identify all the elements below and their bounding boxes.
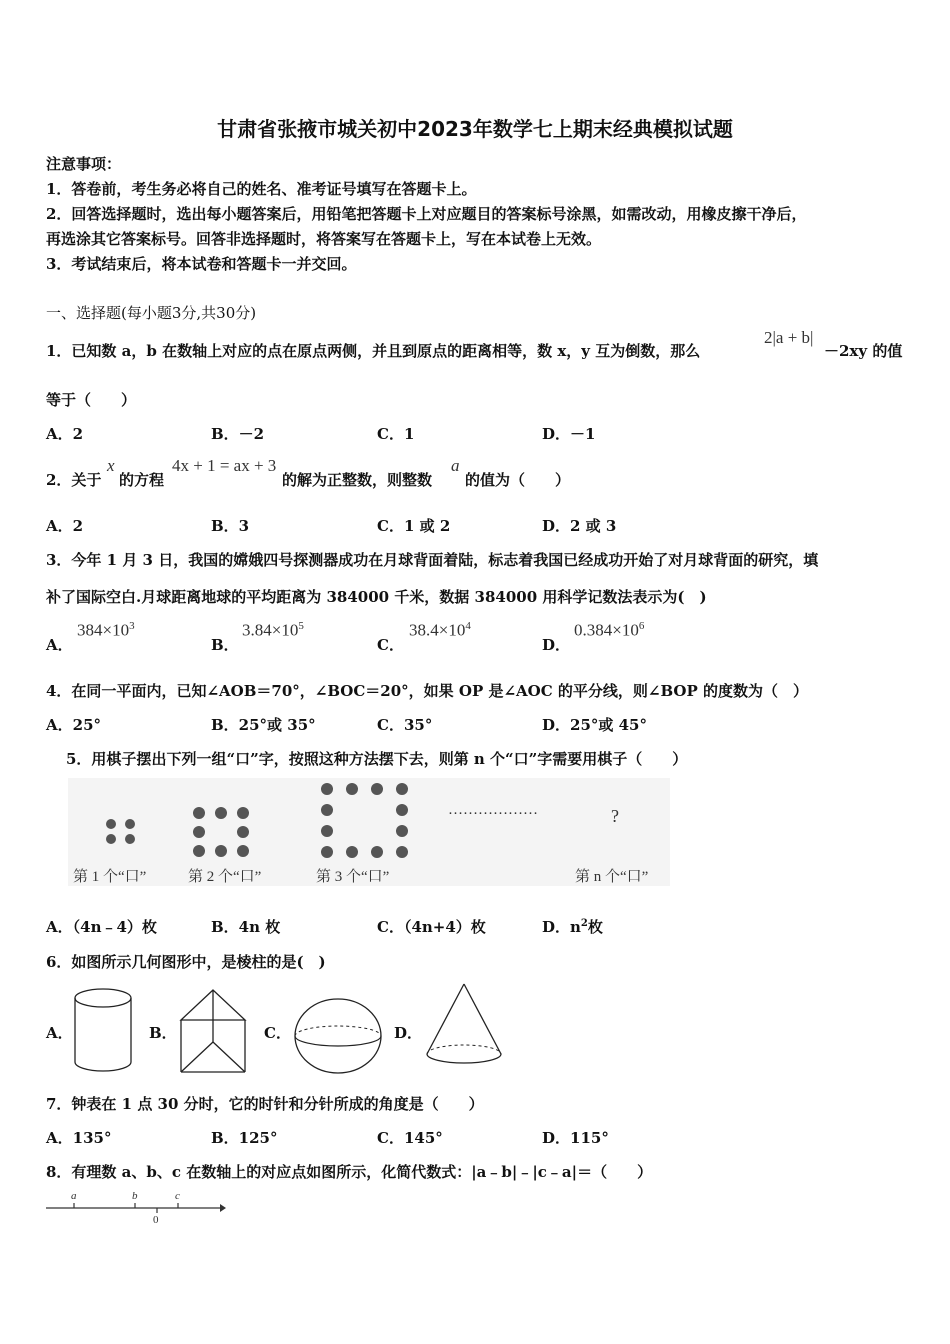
q5-label-1: 第 1 个“口”	[73, 869, 147, 885]
q3-text: 3．今年 1 月 3 日，我国的嫦娥四号探测器成功在月球背面着陆，标志着我国已经成功开始了对月球背面的研究，填	[46, 551, 819, 569]
q2-option-d[interactable]: D．2 或 3	[542, 517, 617, 535]
q5-option-c[interactable]: C．（4n+4）枚	[377, 918, 486, 936]
q7-option-c[interactable]: C．145°	[377, 1129, 443, 1147]
q1-option-d[interactable]: D．－1	[542, 425, 596, 443]
q5-question-mark: ?	[611, 806, 619, 826]
q1-text-cont: 等于（ ）	[46, 391, 137, 409]
axis-label-b: b	[132, 1190, 138, 1202]
q6-option-b-label[interactable]: B．	[149, 1024, 177, 1042]
q1-text: 1．已知数 a，b 在数轴上对应的点在原点两侧，并且到原点的距离相等，数 x，y 互为倒数，那么	[46, 342, 701, 360]
q2-option-c[interactable]: C．1 或 2	[377, 517, 451, 535]
q2-option-b[interactable]: B．3	[211, 517, 250, 535]
q5-label-3: 第 3 个“口”	[316, 869, 390, 885]
q5-figure-svg	[68, 778, 670, 886]
q3-option-c-label[interactable]: C．	[377, 636, 404, 654]
q5-pattern-2	[193, 807, 249, 857]
q7-text: 7．钟表在 1 点 30 分时，它的时针和分针所成的角度是（ ）	[46, 1095, 484, 1113]
notice-item: 1．答卷前，考生务必将自己的姓名、准考证号填写在答题卡上。	[46, 180, 477, 198]
axis-label-c: c	[175, 1190, 180, 1202]
q3-option-d-value[interactable]: $0.384\times 10^6$	[574, 620, 645, 640]
q5-pattern-1	[106, 819, 135, 844]
q2-text-2: 的方程	[119, 471, 165, 489]
q3-option-a-label[interactable]: A．	[46, 636, 73, 654]
axis-label-zero: 0	[153, 1214, 159, 1226]
q6-option-d-label[interactable]: D．	[394, 1024, 423, 1042]
q5-label-2: 第 2 个“口”	[188, 869, 262, 885]
arrow-right-icon	[220, 1204, 226, 1212]
q5-figure	[68, 778, 670, 886]
q7-option-a[interactable]: A．135°	[46, 1129, 112, 1147]
q6-option-c-sphere[interactable]	[290, 996, 386, 1076]
q6-option-a-label[interactable]: A．	[46, 1024, 73, 1042]
notice-item: 再选涂其它答案标号。回答非选择题时，将答案写在答题卡上，写在本试卷上无效。	[46, 230, 602, 248]
q3-option-c-value[interactable]: $38.4\times 10^4$	[409, 620, 471, 640]
q2-option-a[interactable]: A．2	[46, 517, 84, 535]
q4-option-b[interactable]: B．25°或 35°	[211, 716, 316, 734]
q1-text-end: －2xy 的值	[824, 342, 903, 360]
notice-item: 2．回答选择题时，选出每小题答案后，用铅笔把答题卡上对应题目的答案标号涂黑，如需改动，用橡皮擦干净后，	[46, 205, 807, 223]
q8-text: 8．有理数 a、b、c 在数轴上的对应点如图所示，化简代数式：|a﹣b|﹣|c﹣a|＝（ ）	[46, 1163, 653, 1181]
q6-text: 6．如图所示几何图形中，是棱柱的是( )	[46, 953, 326, 971]
q1-option-a[interactable]: A．2	[46, 425, 84, 443]
section-heading: 一、选择题(每小题3分,共30分)	[46, 304, 257, 322]
q2-text: 2．关于	[46, 471, 102, 489]
q1-option-c[interactable]: C．1	[377, 425, 415, 443]
q4-text: 4．在同一平面内，已知∠AOB＝70°，∠BOC＝20°，如果 OP 是∠AOC 的平分线，则∠BOP 的度数为（ ）	[46, 682, 808, 700]
q3-option-b-label[interactable]: B．	[211, 636, 239, 654]
q5-option-b[interactable]: B．4n 枚	[211, 918, 281, 936]
q5-option-a[interactable]: A．（4n﹣4）枚	[46, 918, 157, 936]
q5-text: 5．用棋子摆出下列一组“口”字，按照这种方法摆下去，则第 n 个“口”字需要用棋子（ ）	[66, 750, 688, 768]
q6-option-a-cylinder[interactable]	[70, 986, 136, 1076]
q5-ellipsis: ………………	[448, 802, 538, 818]
q5-pattern-3	[321, 783, 408, 858]
q8-number-line	[44, 1186, 226, 1226]
q1-option-b[interactable]: B．－2	[211, 425, 265, 443]
q6-option-d-cone[interactable]	[422, 980, 506, 1068]
axis-label-a: a	[71, 1190, 77, 1202]
page-title: 甘肃省张掖市城关初中2023年数学七上期末经典模拟试题	[217, 117, 733, 141]
q3-option-d-label[interactable]: D．	[542, 636, 571, 654]
q1-formula: 2|a + b|	[764, 328, 814, 347]
q2-text-3: 的解为正整数，则整数	[282, 471, 433, 489]
q3-text-cont: 补了国际空白.月球距离地球的平均距离为 384000 千米，数据 384000 用科学记数法表示为( )	[46, 588, 707, 606]
q2-var-x: x	[107, 456, 115, 475]
q7-option-d[interactable]: D．115°	[542, 1129, 609, 1147]
q6-option-b-prism[interactable]	[175, 986, 251, 1078]
q4-option-c[interactable]: C．35°	[377, 716, 433, 734]
q4-option-a[interactable]: A．25°	[46, 716, 102, 734]
q4-option-d[interactable]: D．25°或 45°	[542, 716, 647, 734]
q5-option-d[interactable]: D．$n^2$枚	[542, 918, 603, 936]
q2-formula: 4x + 1 = ax + 3	[172, 456, 277, 475]
q6-option-c-label[interactable]: C．	[264, 1024, 291, 1042]
q2-text-4: 的值为（ ）	[465, 471, 571, 489]
q7-option-b[interactable]: B．125°	[211, 1129, 278, 1147]
q3-option-b-value[interactable]: $3.84\times 10^5$	[242, 620, 304, 640]
q2-var-a: a	[451, 456, 460, 475]
q5-label-n: 第 n 个“口”	[575, 869, 649, 885]
notice-item: 3．考试结束后，将本试卷和答题卡一并交回。	[46, 255, 357, 273]
notice-heading: 注意事项：	[46, 155, 122, 173]
q3-option-a-value[interactable]: $384\times 10^3$	[77, 620, 135, 640]
